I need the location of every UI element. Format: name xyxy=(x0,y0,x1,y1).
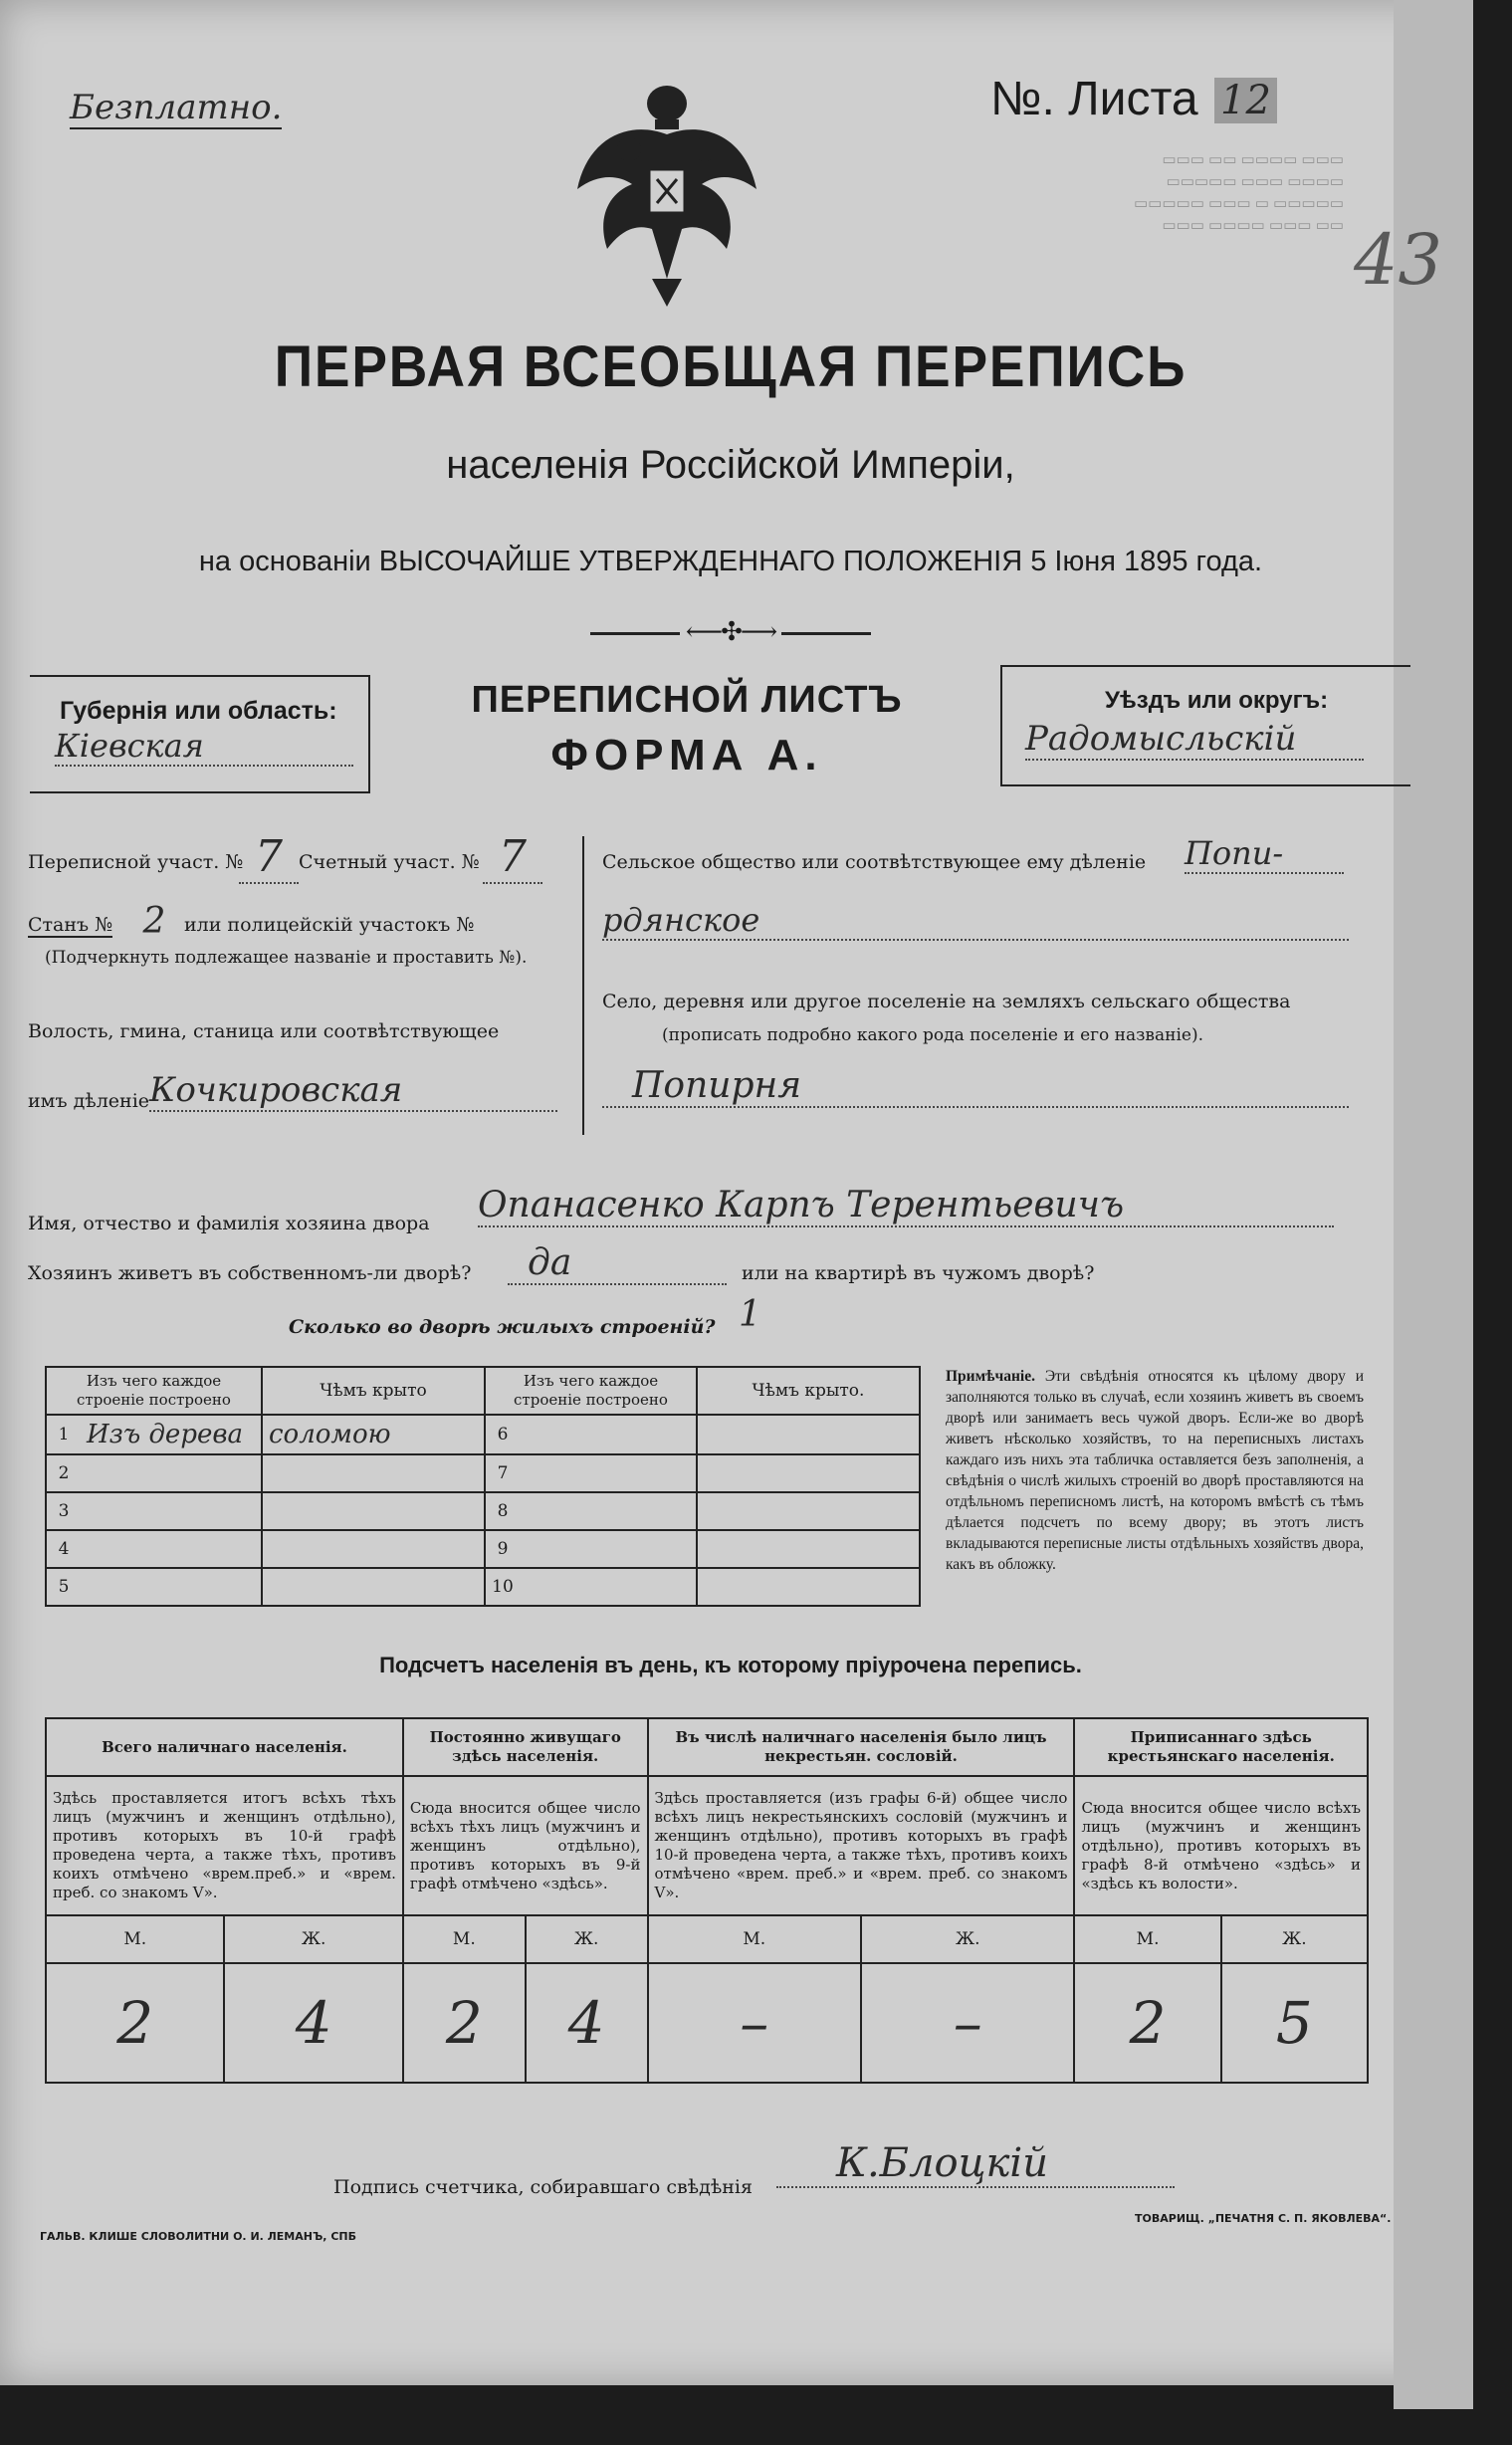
value-cell: – xyxy=(648,1963,861,2083)
own-yard-value: да xyxy=(508,1242,727,1285)
note-block xyxy=(946,1366,1364,1575)
underline-note: (Подчеркнуть подлежащее названіе и проставить №). xyxy=(45,948,528,968)
underlying-sheet-edge xyxy=(1394,0,1473,2409)
uchast-value: 7 xyxy=(239,831,299,884)
rent-label: или на квартирѣ въ чужомъ дворѣ? xyxy=(742,1262,1095,1284)
desc-total: Здѣсь проставляется итогъ всѣхъ тѣхъ лицъ (мужчинъ и женщинъ отдѣльно), противъ которыхъ въ 10-й графѣ проведена черта, а также тѣхъ, противъ коихъ отмѣчено «врем.преб.» и «врем. преб. со знакомъ V». xyxy=(46,1776,403,1915)
form-subtitle: ФОРМА А. xyxy=(550,731,823,779)
row-num: 3 xyxy=(46,1492,81,1530)
signature-label: Подпись счетчика, собиравшаго свѣдѣнія xyxy=(333,2176,753,2198)
imperial-eagle-icon xyxy=(567,80,766,309)
form-title: ПЕРЕПИСНОЙ ЛИСТЪ xyxy=(471,679,903,721)
value-cell: 2 xyxy=(46,1963,224,2083)
col-m: М. xyxy=(1074,1915,1220,1963)
desc-permanent: Сюда вносится общее число всѣхъ тѣхъ лицъ (мужчинъ и женщинъ отдѣльно), противъ которыхъ въ 9-й графѣ отмѣчено «здѣсь». xyxy=(403,1776,648,1915)
h-non-peasant: Въ числѣ наличнаго населенія было лицъ некрестьян. сословій. xyxy=(648,1718,1075,1776)
roof-cell: соломою xyxy=(262,1415,485,1454)
row-num: 6 xyxy=(485,1415,520,1454)
uchast-label: Переписной участ. № xyxy=(28,851,244,873)
h-total: Всего наличнаго населенія. xyxy=(46,1718,403,1776)
sheet-number-label: №. Листа xyxy=(990,73,1198,125)
uezd-label: Уѣздъ или округъ: xyxy=(1105,687,1329,714)
col-material: Изъ чего каждое строеніе построено xyxy=(46,1367,262,1415)
volost-value: Кочкировская xyxy=(149,1070,557,1112)
row-num: 2 xyxy=(46,1454,81,1492)
desc-peasant: Сюда вносится общее число всѣхъ лицъ (мужчинъ и женщинъ отдѣльно), противъ которыхъ въ графѣ 8-й отмѣчено «здѣсь» и «здѣсь къ волости». xyxy=(1074,1776,1368,1915)
h-permanent: Постоянно живущаго здѣсь населенія. xyxy=(403,1718,648,1776)
value-cell: 5 xyxy=(1221,1963,1368,2083)
free-label: Безплатно. xyxy=(70,88,283,127)
police-label: или полицейскій участокъ № xyxy=(184,914,475,936)
own-yard-label: Хозяинъ живетъ въ собственномъ-ли дворѣ? xyxy=(28,1262,472,1284)
sheet-number-value: 12 xyxy=(1214,78,1277,123)
material-cell: Изъ дерева xyxy=(81,1415,262,1454)
society-label: Сельское общество или соотвѣтствующее ему дѣленіе xyxy=(602,851,1147,873)
village-note: (прописать подробно какого рода поселеніе и его названіе). xyxy=(662,1025,1203,1045)
volost-label-2: имъ дѣленіе xyxy=(28,1090,150,1112)
col-zh: Ж. xyxy=(224,1915,402,1963)
buildings-table xyxy=(45,1366,921,1607)
population-table xyxy=(45,1717,1369,2084)
page-mark: 43 xyxy=(1354,219,1443,301)
volost-label: Волость, гмина, станица или соотвѣтствующее xyxy=(28,1020,500,1042)
col-material-2: Изъ чего каждое строеніе построено xyxy=(485,1367,697,1415)
value-cell: 2 xyxy=(1074,1963,1220,2083)
material-cell xyxy=(81,1454,262,1492)
schet-label: Счетный участ. № xyxy=(299,851,480,873)
h-peasant: Приписаннаго здѣсь крестьянскаго населенія. xyxy=(1074,1718,1368,1776)
roof-cell xyxy=(262,1530,485,1568)
col-zh: Ж. xyxy=(526,1915,648,1963)
row-num: 7 xyxy=(485,1454,520,1492)
desc-non-peasant: Здѣсь проставляется (изъ графы 6-й) общее число всѣхъ лицъ некрестьянскихъ сословій (мужчинъ и женщинъ отдѣльно), противъ которыхъ въ графѣ 10-й проведена черта, а также тѣхъ, противъ коихъ отмѣчено «врем. преб.» и «врем. преб. со знакомъ V». xyxy=(648,1776,1075,1915)
schet-value: 7 xyxy=(483,831,542,884)
row-num: 4 xyxy=(46,1530,81,1568)
row-num: 1 xyxy=(46,1415,81,1454)
owner-name-label: Имя, отчество и фамилія хозяина двора xyxy=(28,1213,430,1234)
buildings-label: Сколько во дворѣ жилыхъ строеній? xyxy=(289,1316,716,1338)
note-title: Примѣчаніе. xyxy=(946,1368,1035,1385)
row-num: 10 xyxy=(485,1568,520,1606)
society-value-2: рдянское xyxy=(602,901,1349,941)
col-m: М. xyxy=(46,1915,224,1963)
value-cell: 2 xyxy=(403,1963,526,2083)
row-num: 8 xyxy=(485,1492,520,1530)
col-m: М. xyxy=(403,1915,526,1963)
gubernia-label: Губернія или область: xyxy=(60,697,337,725)
buildings-value: 1 xyxy=(739,1294,761,1335)
value-cell: 4 xyxy=(526,1963,648,2083)
signature-value: К.Блоцкій xyxy=(776,2140,1175,2188)
col-roof-2: Чѣмъ крыто. xyxy=(697,1367,920,1415)
bleed-through: ▭▭▭ ▭▭▭▭ ▭▭ ▭▭▭ ▭▭▭▭ ▭▭▭ ▭▭▭▭▭ ▭▭▭▭▭ ▭ ▭▭▭ ▭▭▭▭▭ ▭▭ ▭▭▭ ▭▭▭▭ ▭▭▭ xyxy=(1134,151,1344,234)
col-roof: Чѣмъ крыто xyxy=(262,1367,485,1415)
page-title: ПЕРВАЯ ВСЕОБЩАЯ ПЕРЕПИСЬ xyxy=(274,334,1188,399)
col-zh: Ж. xyxy=(861,1915,1074,1963)
material-cell xyxy=(81,1530,262,1568)
value-cell: – xyxy=(861,1963,1074,2083)
printer-left: ГАЛЬВ. КЛИШЕ СЛОВОЛИТНИ О. И. ЛЕМАНЪ, СПБ xyxy=(40,2230,356,2243)
field-divider xyxy=(582,836,584,1135)
owner-name-value: Опанасенко Карпъ Терентьевичъ xyxy=(478,1185,1334,1227)
ornament-divider: ⟵✣⟶ xyxy=(0,617,1461,647)
note-text: Эти свѣдѣнія относятся къ цѣлому двору и заполняются только въ случаѣ, если хозяинъ живетъ въ своемъ дворѣ или занимаетъ весь чужой дворъ. Если-же во дворѣ живетъ нѣсколько хозяйствъ, то на переписныхъ листахъ каждаго изъ нихъ эта табличка оставляется безъ заполненія, а свѣдѣнія о числѣ жилыхъ строеній во дворѣ проставляются на отдѣльномъ переписномъ листѣ, на которомъ вмѣстѣ съ тѣмъ дѣлается подсчетъ по всему двору; въ этотъ листъ вкладываются переписные листы отдѣльныхъ хозяйствъ двора, какъ въ обложку. xyxy=(946,1368,1365,1573)
roof-cell xyxy=(262,1568,485,1606)
page-subtitle: населенія Россійской Имперіи, xyxy=(446,443,1015,487)
stan-label: Станъ № xyxy=(28,914,113,936)
row-num: 9 xyxy=(485,1530,520,1568)
col-zh: Ж. xyxy=(1221,1915,1368,1963)
row-num: 5 xyxy=(46,1568,81,1606)
roof-cell xyxy=(262,1454,485,1492)
material-cell xyxy=(81,1492,262,1530)
value-cell: 4 xyxy=(224,1963,402,2083)
society-value-1: Попи- xyxy=(1185,834,1344,874)
village-label: Село, деревня или другое поселеніе на земляхъ сельскаго общества xyxy=(602,991,1291,1012)
legal-basis: на основаніи ВЫСОЧАЙШЕ УТВЕРЖДЕННАГО ПОЛОЖЕНІЯ 5 Іюня 1895 года. xyxy=(198,546,1263,577)
printer-right: ТОВАРИЩ. „ПЕЧАТНЯ С. П. ЯКОВЛЕВА“. xyxy=(1135,2212,1392,2225)
material-cell xyxy=(81,1568,262,1606)
col-m: М. xyxy=(648,1915,861,1963)
gubernia-value: Кіевская xyxy=(55,727,353,767)
roof-cell xyxy=(262,1492,485,1530)
village-value: Попирня xyxy=(602,1065,1349,1108)
uezd-value: Радомысльскій xyxy=(1025,719,1364,761)
count-title: Подсчетъ населенія въ день, къ которому пріурочена перепись. xyxy=(379,1653,1082,1677)
stan-value: 2 xyxy=(142,901,166,942)
